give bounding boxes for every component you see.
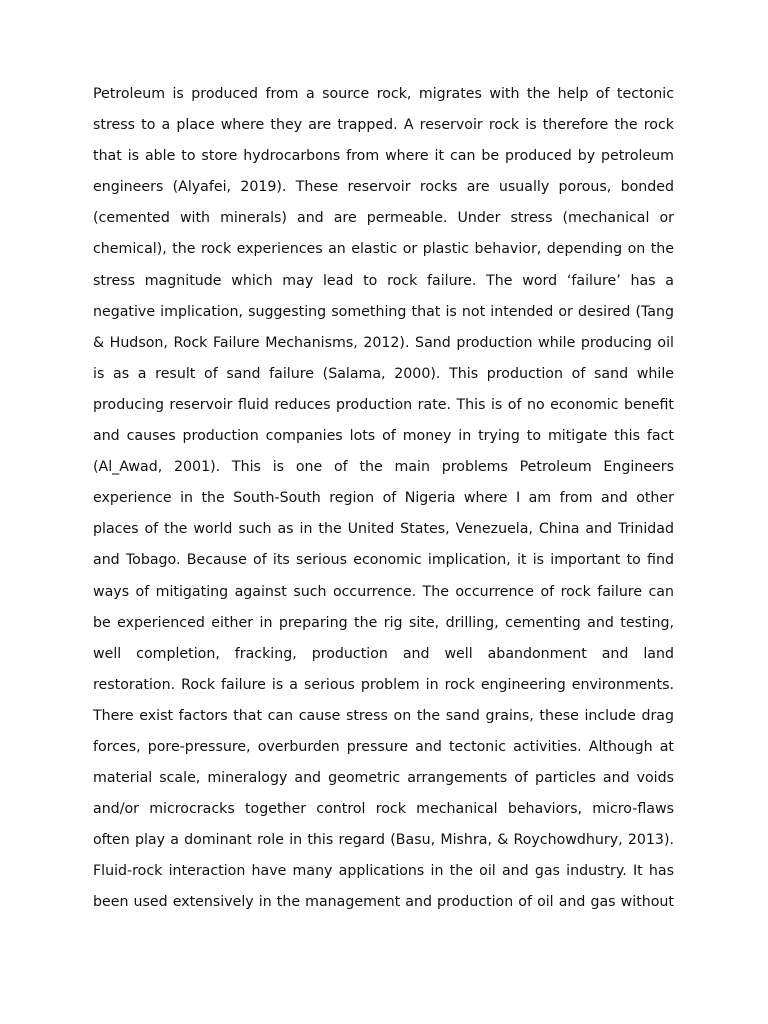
paragraph-line: well completion, fracking, production and well abandonment and land — [93, 645, 674, 662]
body-paragraph — [93, 79, 674, 919]
paragraph-line: Petroleum is produced from a source rock, migrates with the help of tectonic — [93, 86, 674, 102]
paragraph-line: and Tobago. Because of its serious economic implication, it is important to find — [93, 552, 674, 569]
paragraph-line: is as a result of sand failure (Salama, 2000). This production of sand while — [93, 365, 674, 382]
paragraph-line: and/or microcracks together control rock mechanical behaviors, micro-flaws — [93, 801, 674, 818]
paragraph-line: been used extensively in the management and production of oil and gas without — [93, 894, 674, 911]
paragraph-line: that is able to store hydrocarbons from where it can be produced by petroleum — [93, 148, 674, 165]
paragraph-line: producing reservoir fluid reduces production rate. This is of no economic benefit — [93, 396, 674, 413]
paragraph-line: experience in the South-South region of Nigeria where I am from and other — [93, 490, 674, 507]
paragraph-line: (Al_Awad, 2001). This is one of the main problems Petroleum Engineers — [93, 459, 674, 476]
paragraph-line: often play a dominant role in this regard (Basu, Mishra, & Roychowdhury, 2013). — [93, 832, 674, 849]
paragraph-line: ways of mitigating against such occurrence. The occurrence of rock failure can — [93, 583, 674, 600]
paragraph-line: restoration. Rock failure is a serious problem in rock engineering environments. — [93, 676, 674, 693]
paragraph-line: forces, pore-pressure, overburden pressure and tectonic activities. Although at — [93, 738, 674, 755]
paragraph-line: chemical), the rock experiences an elastic or plastic behavior, depending on the — [93, 241, 674, 258]
paragraph-line: negative implication, suggesting something that is not intended or desired (Tang — [93, 303, 674, 320]
paragraph-line: material scale, mineralogy and geometric arrangements of particles and voids — [93, 770, 674, 787]
paragraph-line: stress to a place where they are trapped. A reservoir rock is therefore the rock — [93, 117, 674, 134]
paragraph-line: places of the world such as in the United States, Venezuela, China and Trinidad — [93, 521, 674, 538]
paragraph-line: & Hudson, Rock Failure Mechanisms, 2012). Sand production while producing oil — [93, 334, 674, 351]
paragraph-line: and causes production companies lots of money in trying to mitigate this fact — [93, 428, 674, 445]
paragraph-line: Fluid-rock interaction have many applications in the oil and gas industry. It has — [93, 863, 674, 880]
paragraph-line: stress magnitude which may lead to rock failure. The word ‘failure’ has a — [93, 272, 674, 289]
paragraph-line: (cemented with minerals) and are permeable. Under stress (mechanical or — [93, 210, 674, 227]
paragraph-line: be experienced either in preparing the rig site, drilling, cementing and testing, — [93, 614, 674, 631]
paragraph-line: engineers (Alyafei, 2019). These reservoir rocks are usually porous, bonded — [93, 179, 674, 196]
paragraph-line: There exist factors that can cause stress on the sand grains, these include drag — [93, 707, 674, 724]
